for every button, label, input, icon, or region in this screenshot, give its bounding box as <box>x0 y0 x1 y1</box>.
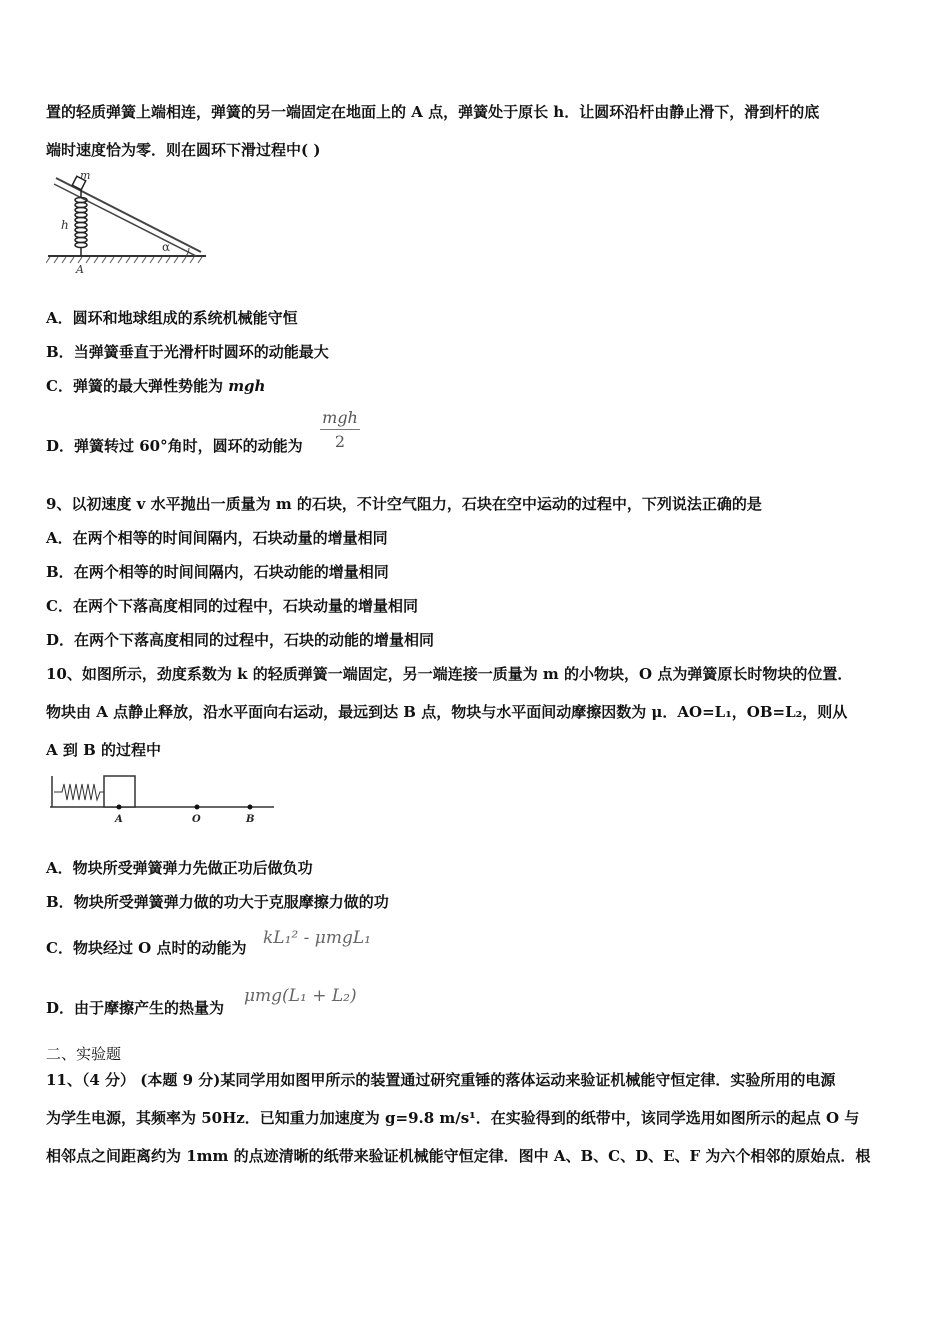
q8-option-c: C．弹簧的最大弹性势能为 mgh <box>46 377 266 395</box>
q11-line3: 相邻点之间距离约为 1mm 的点迹清晰的纸带来验证机械能守恒定律．图中 A、B、C、D、E、F 为六个相邻的原始点．根 <box>46 1147 871 1165</box>
incline-rod <box>56 178 201 252</box>
q8-stem-line1: 置的轻质弹簧上端相连，弹簧的另一端固定在地面上的 A 点，弹簧处于原长 h．让圆环沿杆由静止滑下，滑到杆的底 <box>46 103 820 121</box>
label-m: m <box>80 169 91 182</box>
q8-option-a: A．圆环和地球组成的系统机械能守恒 <box>46 309 298 327</box>
label-O: O <box>192 814 201 825</box>
q10-option-d: D．由于摩擦产生的热量为 <box>46 999 225 1017</box>
label-A: A <box>76 263 84 276</box>
point-O <box>195 805 200 810</box>
label-B: B <box>246 814 255 825</box>
q9-option-d: D．在两个下落高度相同的过程中，石块的动能的增量相同 <box>46 631 435 649</box>
ground-hatch <box>46 257 202 263</box>
q8-stem-line2: 端时速度恰为零．则在圆环下滑过程中( ) <box>46 141 321 159</box>
q10-stem-line2: 物块由 A 点静止释放，沿水平面向右运动，最远到达 B 点，物块与水平面间动摩擦因数为 μ．AO=L₁，OB=L₂，则从 <box>46 703 848 721</box>
q10-option-b: B．物块所受弹簧弹力做的功大于克服摩擦力做的功 <box>46 893 389 911</box>
section-title: 二、实验题 <box>46 1045 122 1063</box>
q8-option-d-fraction: mgh 2 <box>320 408 360 451</box>
q10-stem-line1: 10、如图所示，劲度系数为 k 的轻质弹簧一端固定，另一端连接一质量为 m 的小物块，O 点为弹簧原长时物块的位置． <box>46 665 853 683</box>
q10-option-c: C．物块经过 O 点时的动能为 <box>46 939 247 957</box>
label-alpha: α <box>162 240 171 254</box>
q10-stem-line3: A 到 B 的过程中 <box>46 741 161 759</box>
q10-option-a: A．物块所受弹簧弹力先做正功后做负功 <box>46 859 313 877</box>
point-A <box>117 805 122 810</box>
q9-option-a: A．在两个相等的时间间隔内，石块动量的增量相同 <box>46 529 388 547</box>
label-A: A <box>115 814 123 825</box>
q10-option-c-formula: kL₁² - μmgL₁ <box>263 928 371 948</box>
spring <box>54 784 104 800</box>
block <box>104 776 135 807</box>
q8-figure <box>46 168 211 280</box>
q10-figure <box>46 770 278 828</box>
label-h: h <box>61 218 69 232</box>
q9-option-b: B．在两个相等的时间间隔内，石块动能的增量相同 <box>46 563 389 581</box>
q8-option-d: D．弹簧转过 60°角时，圆环的动能为 <box>46 437 303 455</box>
q11-line2: 为学生电源，其频率为 50Hz．已知重力加速度为 g=9.8 m/s¹．在实验得到的纸带中，该同学选用如图所示的起点 O 与 <box>46 1109 860 1127</box>
q11-line1: 11、（4 分） (本题 9 分)某同学用如图甲所示的装置通过研究重锤的落体运动来验证机械能守恒定律．实验所用的电源 <box>46 1071 836 1089</box>
point-B <box>248 805 253 810</box>
q8-option-b: B．当弹簧垂直于光滑杆时圆环的动能最大 <box>46 343 329 361</box>
q9-option-c: C．在两个下落高度相同的过程中，石块动量的增量相同 <box>46 597 418 615</box>
q10-option-d-formula: μmg(L₁ + L₂) <box>244 986 357 1006</box>
q9-stem: 9、以初速度 v 水平抛出一质量为 m 的石块，不计空气阻力，石块在空中运动的过程中，下列说法正确的是 <box>46 495 762 513</box>
